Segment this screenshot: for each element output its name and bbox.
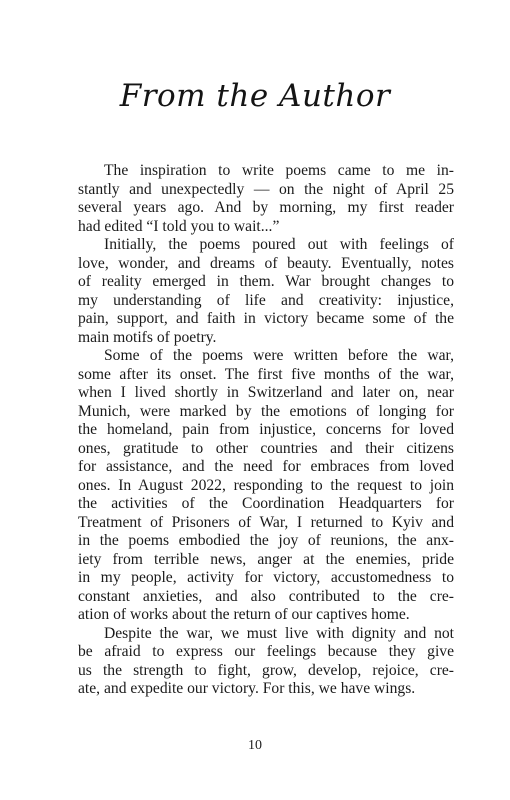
text-line: my understanding of life and creativity: injustice, — [78, 291, 454, 309]
text-line: us the strength to fight, grow, develop, rejoice, cre- — [78, 661, 454, 679]
text-line: ones. In August 2022, responding to the request to join — [78, 476, 454, 494]
text-line: several years ago. And by morning, my first reader — [78, 199, 454, 216]
text-line: had edited “I told you to wait...” — [78, 217, 280, 235]
text-line: iety from terrible news, anger at the enemies, pride — [78, 550, 454, 568]
text-line: of reality emerged in them. War brought changes to — [78, 273, 454, 290]
text-line: the activities of the Coordination Headquarters for — [78, 495, 454, 512]
text-line: Some of the poems were written before the war, — [104, 347, 454, 364]
text-line: ones, gratitude to other countries and their citizens — [78, 439, 454, 457]
text-line: constant anxieties, and also contributed to the cre- — [78, 587, 454, 605]
text-line: some after its onset. The first five months of the war, — [78, 365, 454, 383]
text-line: stantly and unexpectedly — on the night of April 25 — [78, 180, 454, 198]
text-line: Initially, the poems poured out with feelings of — [104, 236, 454, 253]
text-line: when I lived shortly in Switzerland and later on, near — [78, 384, 454, 401]
paragraph — [78, 347, 454, 625]
text-line: The inspiration to write poems came to me in- — [104, 162, 454, 179]
text-line: Munich, were marked by the emotions of longing for — [78, 402, 454, 420]
text-line: pain, support, and faith in victory became some of the — [78, 310, 454, 327]
text-line: in the poems embodied the joy of reunions, the anx- — [78, 532, 454, 549]
text-line: main motifs of poetry. — [78, 328, 217, 346]
text-line: in my people, activity for victory, accustomedness to — [78, 569, 454, 586]
text-line: ation of works about the return of our captives home. — [78, 606, 410, 623]
paragraph — [78, 236, 454, 347]
text-line: Despite the war, we must live with dignity and not — [104, 624, 454, 642]
text-line: Treatment of Prisoners of War, I returned to Kyiv and — [78, 513, 454, 531]
paragraph — [78, 625, 454, 699]
text-line: be afraid to express our feelings because they give — [78, 643, 454, 660]
text-line: the homeland, pain from injustice, concerns for loved — [78, 421, 454, 438]
text-line: ate, and expedite our victory. For this, we have wings. — [78, 680, 416, 697]
text-line: for assistance, and the need for embraces from loved — [78, 458, 454, 475]
text-line: love, wonder, and dreams of beauty. Eventually, notes — [78, 254, 454, 272]
body-text — [78, 162, 454, 699]
paragraph — [78, 162, 454, 236]
chapter-title: From the Author — [119, 78, 391, 114]
page-number: 10 — [248, 738, 262, 753]
